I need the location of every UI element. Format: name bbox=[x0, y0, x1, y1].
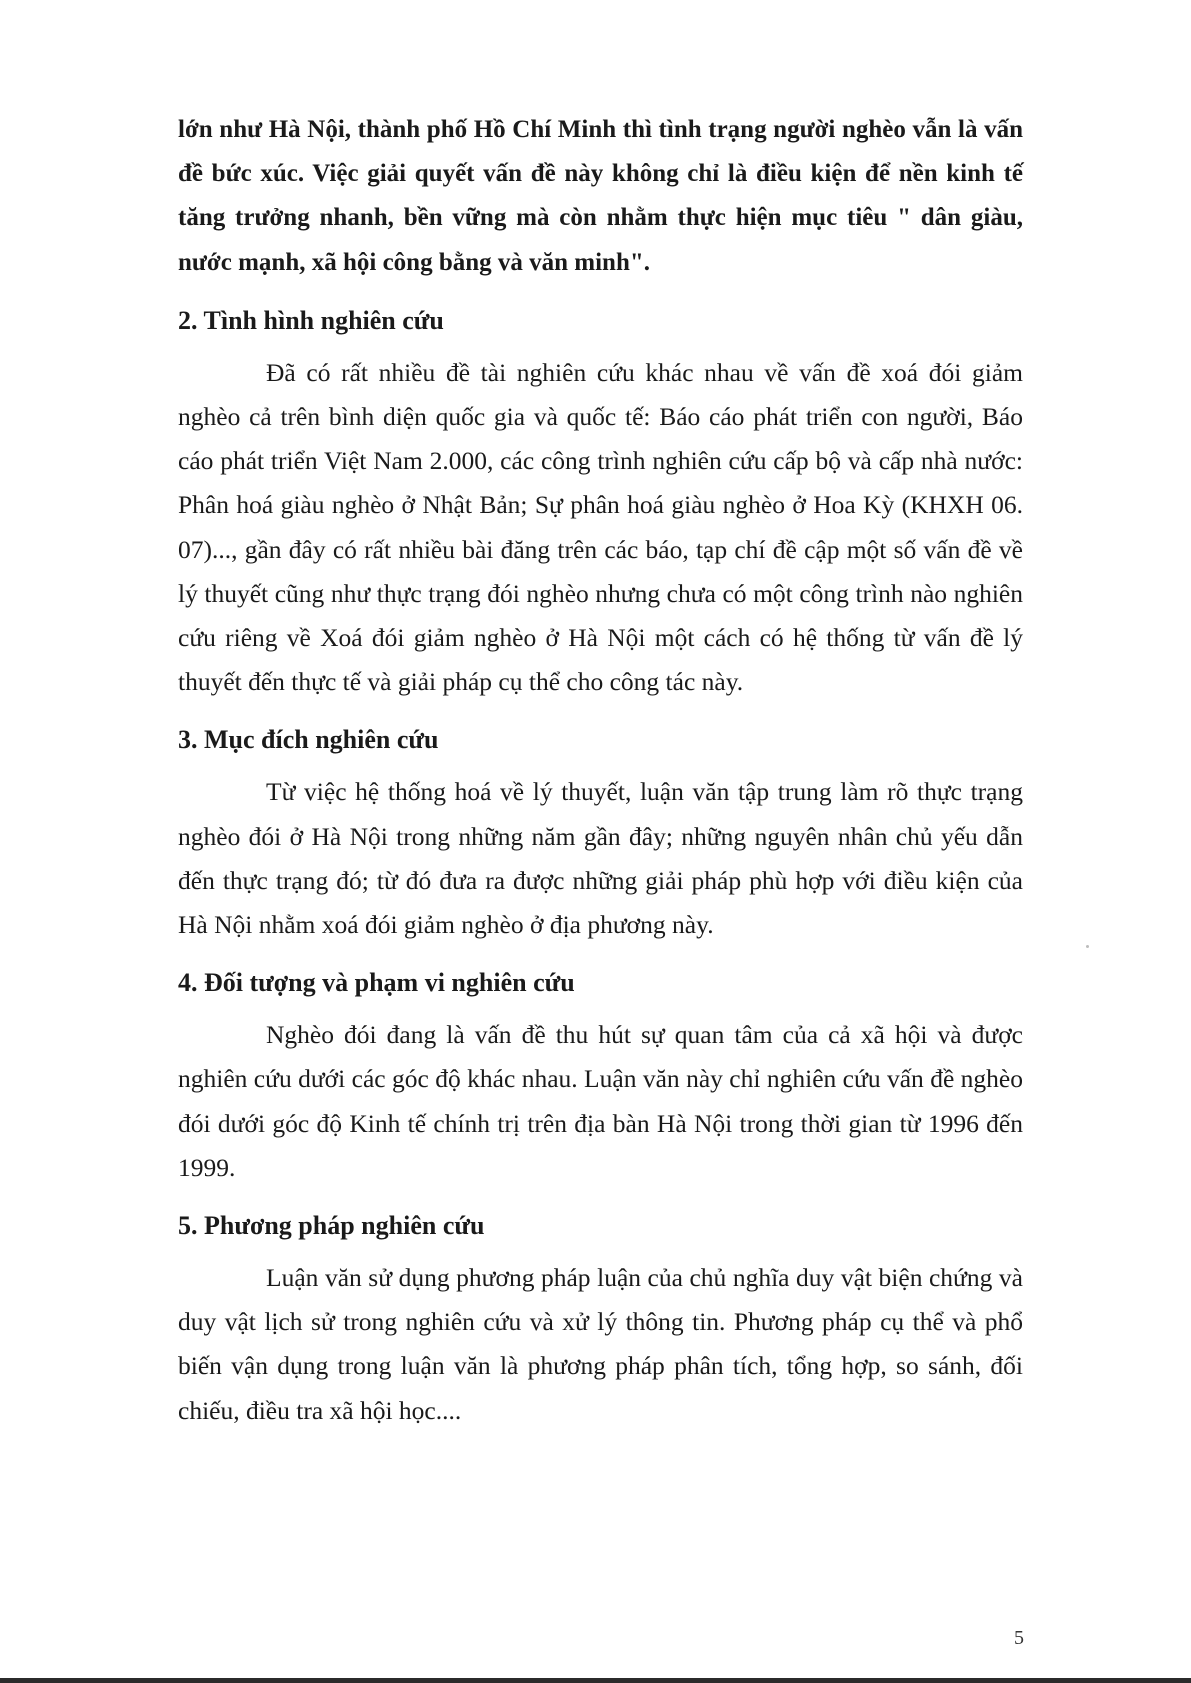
section-heading-research-method: 5. Phương pháp nghiên cứu bbox=[178, 1211, 485, 1241]
section-heading-research-scope: 4. Đối tượng và phạm vi nghiên cứu bbox=[178, 968, 575, 998]
section-body-research-method: Luận văn sử dụng phương pháp luận của chủ nghĩa duy vật biện chứng và duy vật lịch sử trong nghiên cứu và xử lý thông tin. Phương pháp cụ thể và phổ biến vận dụng trong luận văn là phương pháp phân tích, tổng hợp, so sánh, đối chiếu, điều tra xã hội học.... bbox=[178, 1263, 1023, 1425]
scan-speck bbox=[1086, 945, 1089, 948]
section-heading-research-status: 2. Tình hình nghiên cứu bbox=[178, 305, 444, 335]
section-body-research-status: Đã có rất nhiều đề tài nghiên cứu khác nhau về vấn đề xoá đói giảm nghèo cả trên bình diện quốc gia và quốc tế: Báo cáo phát triển con người, Báo cáo phát triển Việt Nam 2.000, các công trình nghiên cứu cấp bộ và cấp nhà nước: Phân hoá giàu nghèo ở Nhật Bản; Sự phân hoá giàu nghèo ở Hoa Kỳ (KHXH 06. 07)..., gần đây có rất nhiều bài đăng trên các báo, tạp chí đề cập một số vấn đề về lý thuyết cũng như thực trạng đói nghèo nhưng chưa có một công trình nào nghiên cứu riêng về Xoá đói giảm nghèo ở Hà Nội một cách có hệ thống từ vấn đề lý thuyết đến thực tế và giải pháp cụ thể cho công tác này. bbox=[178, 357, 1023, 697]
section-body-research-scope: Nghèo đói đang là vấn đề thu hút sự quan tâm của cả xã hội và được nghiên cứu dưới các góc độ khác nhau. Luận văn này chỉ nghiên cứu vấn đề nghèo đói dưới góc độ Kinh tế chính trị trên địa bàn Hà Nội trong thời gian từ 1996 đến 1999. bbox=[178, 1020, 1023, 1182]
scan-bottom-edge bbox=[0, 1678, 1191, 1683]
section-body-research-purpose: Từ việc hệ thống hoá về lý thuyết, luận văn tập trung làm rõ thực trạng nghèo đói ở Hà Nội trong những năm gần đây; những nguyên nhân chủ yếu dẫn đến thực trạng đó; từ đó đưa ra được những giải pháp phù hợp với điều kiện của Hà Nội nhằm xoá đói giảm nghèo ở địa phương này. bbox=[178, 777, 1023, 940]
intro-paragraph: lớn như Hà Nội, thành phố Hồ Chí Minh thì tình trạng người nghèo vẫn là vấn đề bức xúc. Việc giải quyết vấn đề này không chỉ là điều kiện để nền kinh tế tăng trưởng nhanh, bền vững mà còn nhằm thực hiện mục tiêu " dân giàu, nước mạnh, xã hội công bằng và văn minh". bbox=[178, 116, 1023, 276]
page-number: 5 bbox=[1014, 1627, 1024, 1649]
page-content bbox=[178, 108, 1023, 1433]
section-heading-research-purpose: 3. Mục đích nghiên cứu bbox=[178, 725, 439, 755]
